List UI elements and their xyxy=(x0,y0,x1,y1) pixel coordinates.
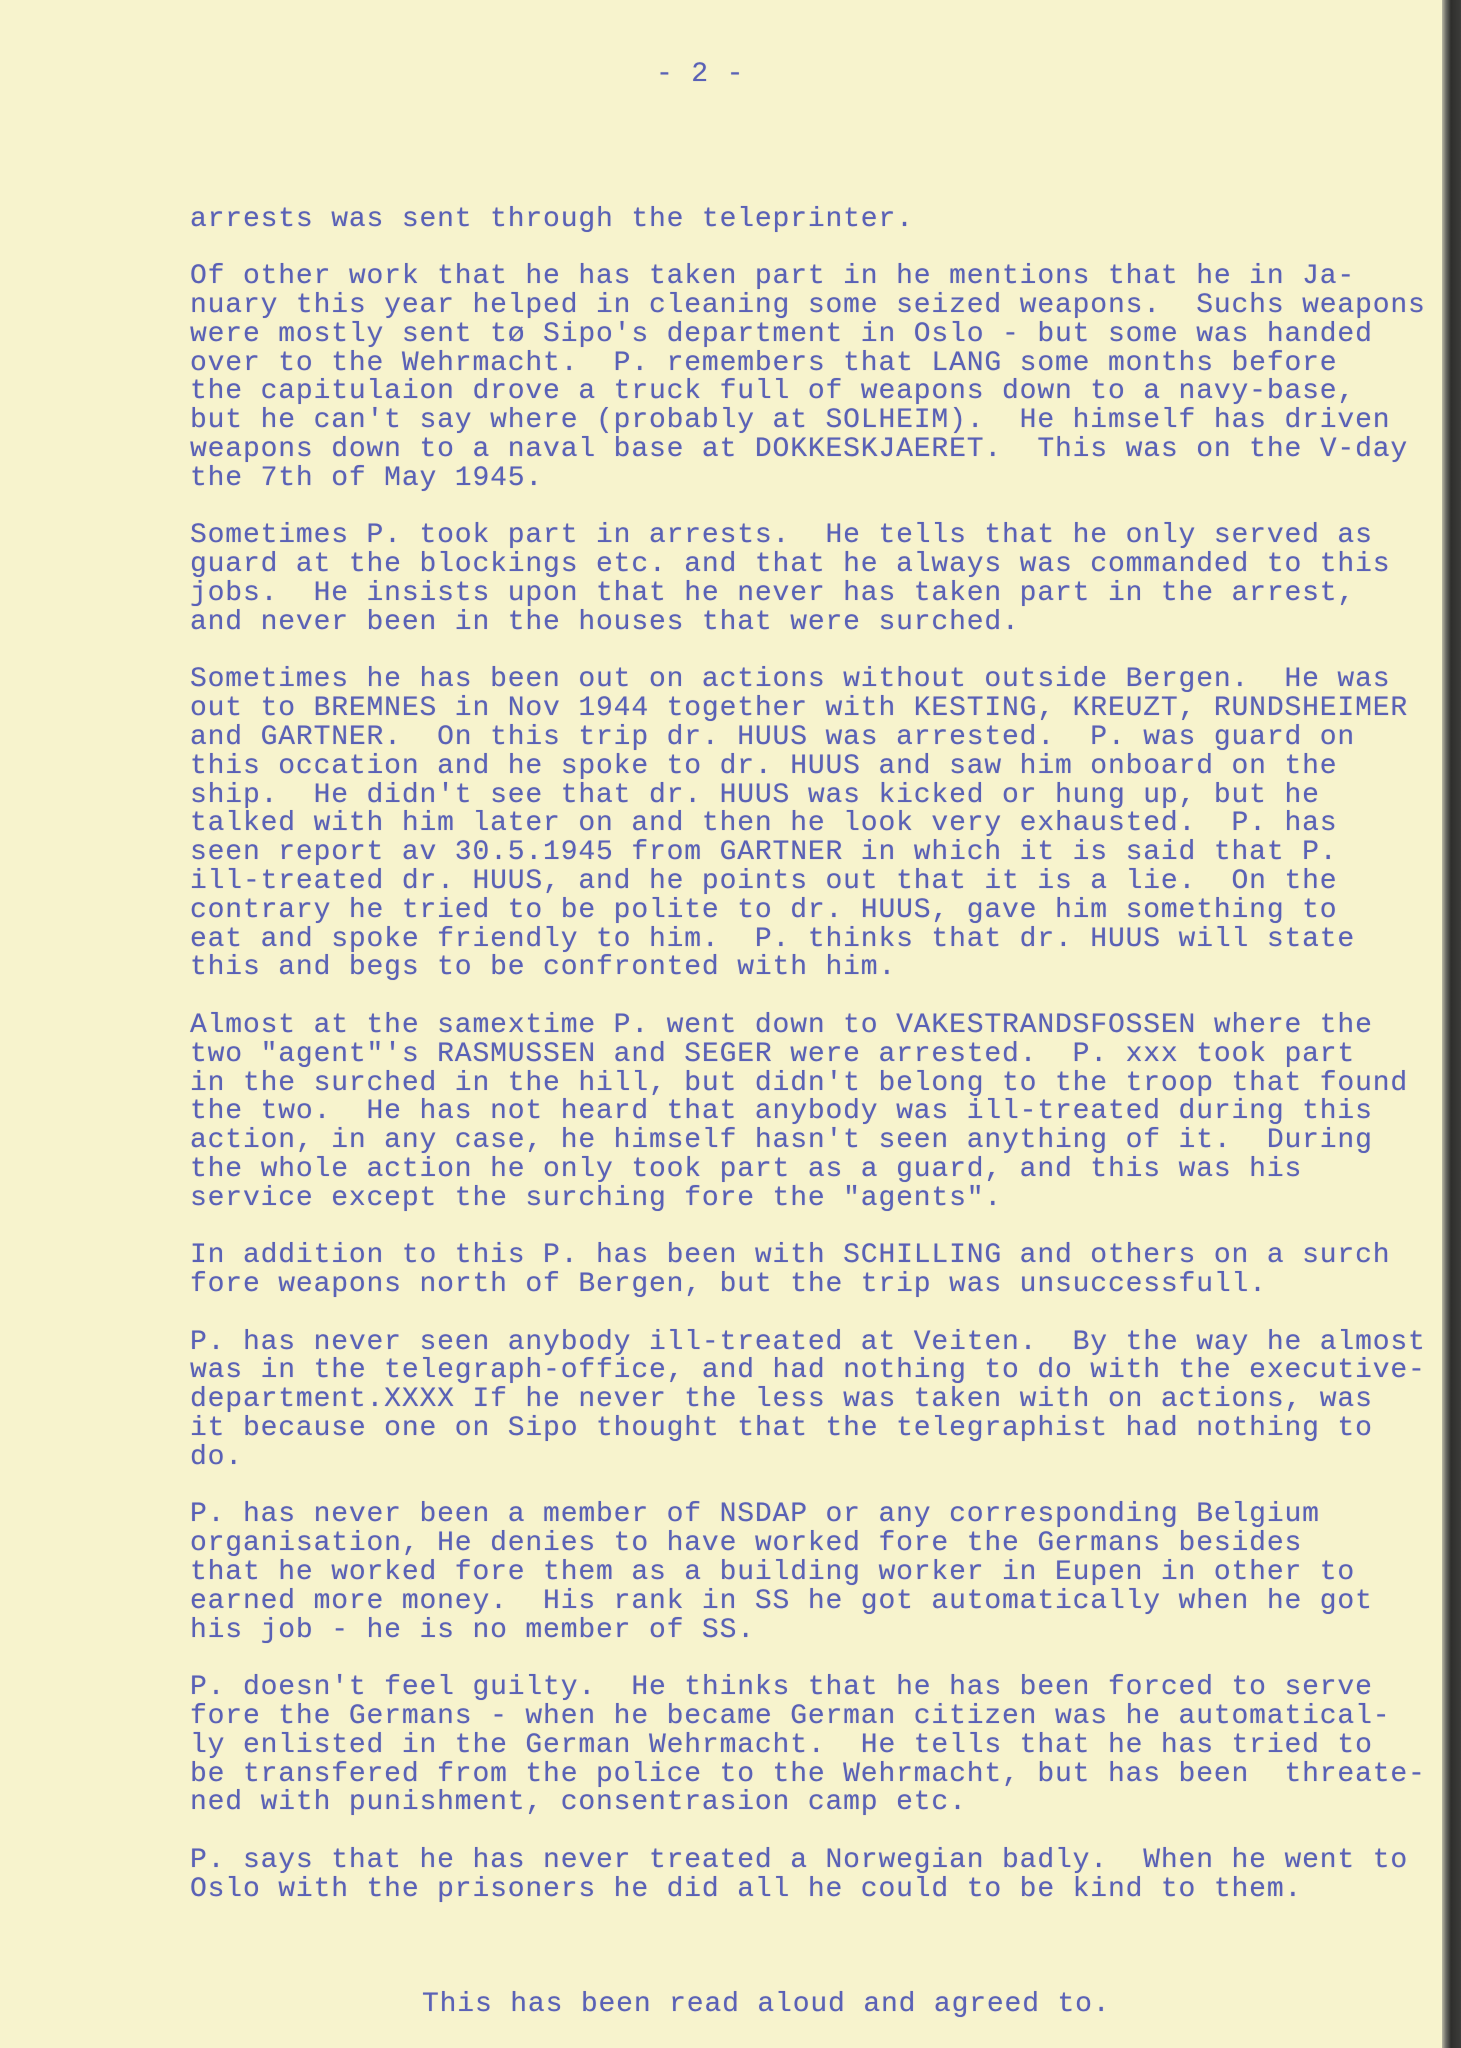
text-line: Oslo with the prisoners he did all he could to be kind to them. xyxy=(190,1873,1303,1905)
text-line: earned more money. His rank in SS he got automatically when he got xyxy=(190,1585,1373,1617)
text-line: In addition to this P. has been with SCHILLING and others on a surch xyxy=(190,1240,1391,1272)
text-line: the capitulaion drove a truck full of weapons down to a navy-base, xyxy=(190,376,1356,408)
paragraph xyxy=(190,203,1426,235)
text-line: and GARTNER. On this trip dr. HUUS was arrested. P. was guard on xyxy=(190,721,1356,753)
text-line: action, in any case, he himself hasn't seen anything of it. During xyxy=(190,1125,1373,1157)
text-line: the two. He has not heard that anybody was ill-treated during this xyxy=(190,1096,1373,1128)
text-line: talked with him later on and then he look very exhausted. P. has xyxy=(190,808,1338,840)
text-line: contrary he tried to be polite to dr. HUUS, gave him something to xyxy=(190,894,1338,926)
text-line: fore the Germans - when he became German citizen was he automatical- xyxy=(190,1701,1391,1733)
page-number: - 2 - xyxy=(656,59,745,90)
text-line: arrests was sent through the teleprinter. xyxy=(190,203,914,235)
text-line: two "agent"'s RASMUSSEN and SEGER were arrested. P. xxx took part xyxy=(190,1038,1356,1070)
closing-line: This has been read aloud and agreed to. xyxy=(422,1989,1111,2020)
text-line: ship. He didn't see that dr. HUUS was kicked or hung up, but he xyxy=(190,779,1320,811)
paragraph xyxy=(190,1242,1426,1300)
text-line: P. says that he has never treated a Norwegian badly. When he went to xyxy=(190,1845,1409,1877)
text-line: Of other work that he has taken part in he mentions that he in Ja- xyxy=(190,261,1356,293)
text-line: weapons down to a naval base at DOKKESKJAERET. This was on the V-day xyxy=(190,433,1409,465)
text-line: the whole action he only took part as a guard, and this was his xyxy=(190,1153,1303,1185)
scan-edge xyxy=(1442,0,1461,2048)
paragraph xyxy=(190,1674,1426,1818)
paragraph xyxy=(190,1847,1426,1905)
document-body xyxy=(190,148,1426,2048)
text-line: P. has never been a member of NSDAP or any corresponding Belgium xyxy=(190,1499,1320,1531)
paragraph xyxy=(190,666,1426,983)
text-line: over to the Wehrmacht. P. remembers that LANG some months before xyxy=(190,347,1338,379)
text-line: eat and spoke friendly to him. P. thinks that dr. HUUS will state xyxy=(190,923,1356,955)
paragraph xyxy=(190,263,1426,493)
text-line: seen report av 30.5.1945 from GARTNER in which it is said that P. xyxy=(190,837,1338,869)
text-line: but he can't say where (probably at SOLHEIM). He himself has driven xyxy=(190,405,1391,437)
text-line: the 7th of May 1945. xyxy=(190,462,544,494)
paragraph xyxy=(190,1326,1426,1473)
text-line: this and begs to be confronted with him. xyxy=(190,952,897,984)
text-line: that he worked fore them as a building worker in Eupen in other to xyxy=(190,1557,1356,1589)
text-line: it because one on Sipo thought that the telegraphist had nothing to xyxy=(190,1413,1373,1445)
text-line: his job - he is no member of SS. xyxy=(190,1614,755,1646)
text-line: were mostly sent tø Sipo's department in Oslo - but some was handed xyxy=(190,318,1373,350)
text-line: Sometimes P. took part in arrests. He tells that he only served as xyxy=(190,520,1373,552)
text-line: P. doesn't feel guilty. He thinks that he has been forced to serve xyxy=(190,1672,1373,1704)
text-line: department.XXXX If he never the less was taken with on actions, was xyxy=(190,1384,1373,1416)
text-line: ly enlisted in the German Wehrmacht. He tells that he has tried to xyxy=(190,1729,1373,1761)
text-line: jobs. He insists upon that he never has taken part in the arrest, xyxy=(190,577,1356,609)
text-line: service except the surching fore the "agents". xyxy=(190,1182,1003,1214)
paragraph xyxy=(190,1501,1426,1645)
text-line: in the surched in the hill, but didn't belong to the troop that found xyxy=(190,1067,1409,1099)
text-line: P. has never seen anybody ill-treated at Veiten. By the way he almost xyxy=(190,1326,1426,1358)
text-line: ned with punishment, consentrasion camp etc. xyxy=(190,1787,967,1819)
text-line: this occation and he spoke to dr. HUUS and saw him onboard on the xyxy=(190,750,1338,782)
text-line: be transfered from the police to the Wehrmacht, but has been threate- xyxy=(190,1758,1426,1790)
text-line: and never been in the houses that were surched. xyxy=(190,606,1020,638)
text-line: fore weapons north of Bergen, but the trip was unsuccessfull. xyxy=(190,1269,1267,1301)
text-line: organisation, He denies to have worked fore the Germans besides xyxy=(190,1528,1303,1560)
paragraph-list xyxy=(190,203,1426,1905)
text-line: guard at the blockings etc. and that he always was commanded to this xyxy=(190,549,1391,581)
text-line: was in the telegraph-office, and had nothing to do with the executive- xyxy=(190,1355,1426,1387)
text-line: do. xyxy=(190,1441,243,1473)
text-line: out to BREMNES in Nov 1944 together with KESTING, KREUZT, RUNDSHEIMER xyxy=(190,693,1409,725)
text-line: nuary this year helped in cleaning some seized weapons. Suchs weapons xyxy=(190,289,1426,321)
text-line: Sometimes he has been out on actions without outside Bergen. He was xyxy=(190,664,1391,696)
text-line: Almost at the samextime P. went down to VAKESTRANDSFOSSEN where the xyxy=(190,1009,1373,1041)
paragraph xyxy=(190,1009,1426,1214)
paragraph xyxy=(190,522,1426,637)
text-line: ill-treated dr. HUUS, and he points out that it is a lie. On the xyxy=(190,865,1338,897)
